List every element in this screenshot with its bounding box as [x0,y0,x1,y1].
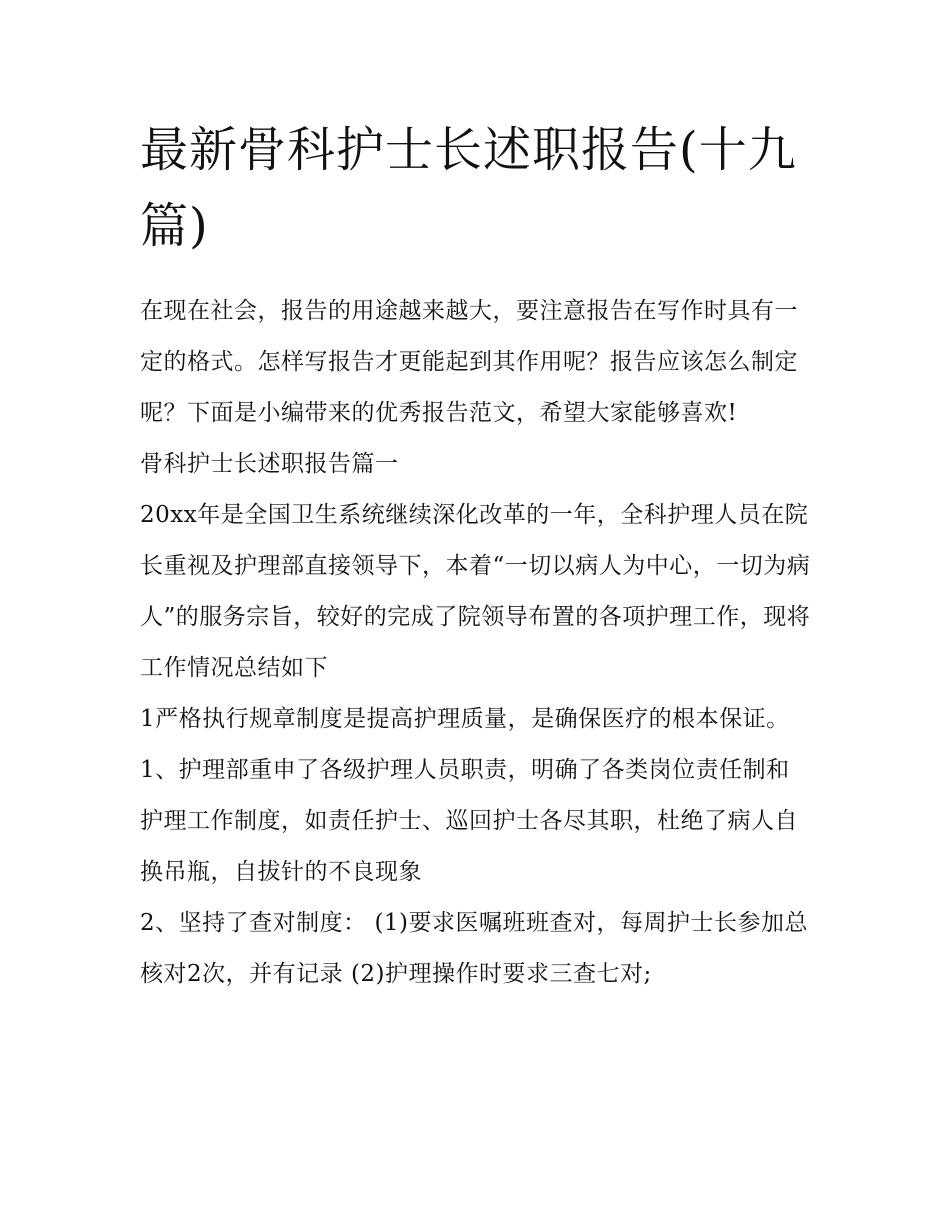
body-paragraph: 1、护理部重申了各级护理人员职责，明确了各类岗位责任制和护理工作制度，如责任护士、巡回护士各尽其职，杜绝了病人自换吊瓶，自拔针的不良现象 [140,757,798,885]
document-title: 最新骨科护士长述职报告(十九篇) [140,122,797,254]
section-heading: 骨科护士长述职报告篇一 [140,451,399,477]
intro-paragraph: 在现在社会，报告的用途越来越大，要注意报告在写作时具有一定的格式。怎样写报告才更能起到其作用呢？报告应该怎么制定呢？下面是小编带来的优秀报告范文，希望大家能够喜欢! [140,298,798,426]
document-body [140,286,812,1000]
body-paragraph: 2、坚持了查对制度： (1)要求医嘱班班查对，每周护士长参加总核对2次，并有记录 (2)护理操作时要求三查七对; [140,910,809,987]
body-paragraph: 20xx年是全国卫生系统继续深化改革的一年，全科护理人员在院长重视及护理部直接领导下，本着“一切以病人为中心，一切为病人”的服务宗旨，较好的完成了院领导布置的各项护理工作，现将工作情况总结如下 [140,502,811,681]
body-paragraph: 1严格执行规章制度是提高护理质量，是确保医疗的根本保证。 [140,706,790,732]
